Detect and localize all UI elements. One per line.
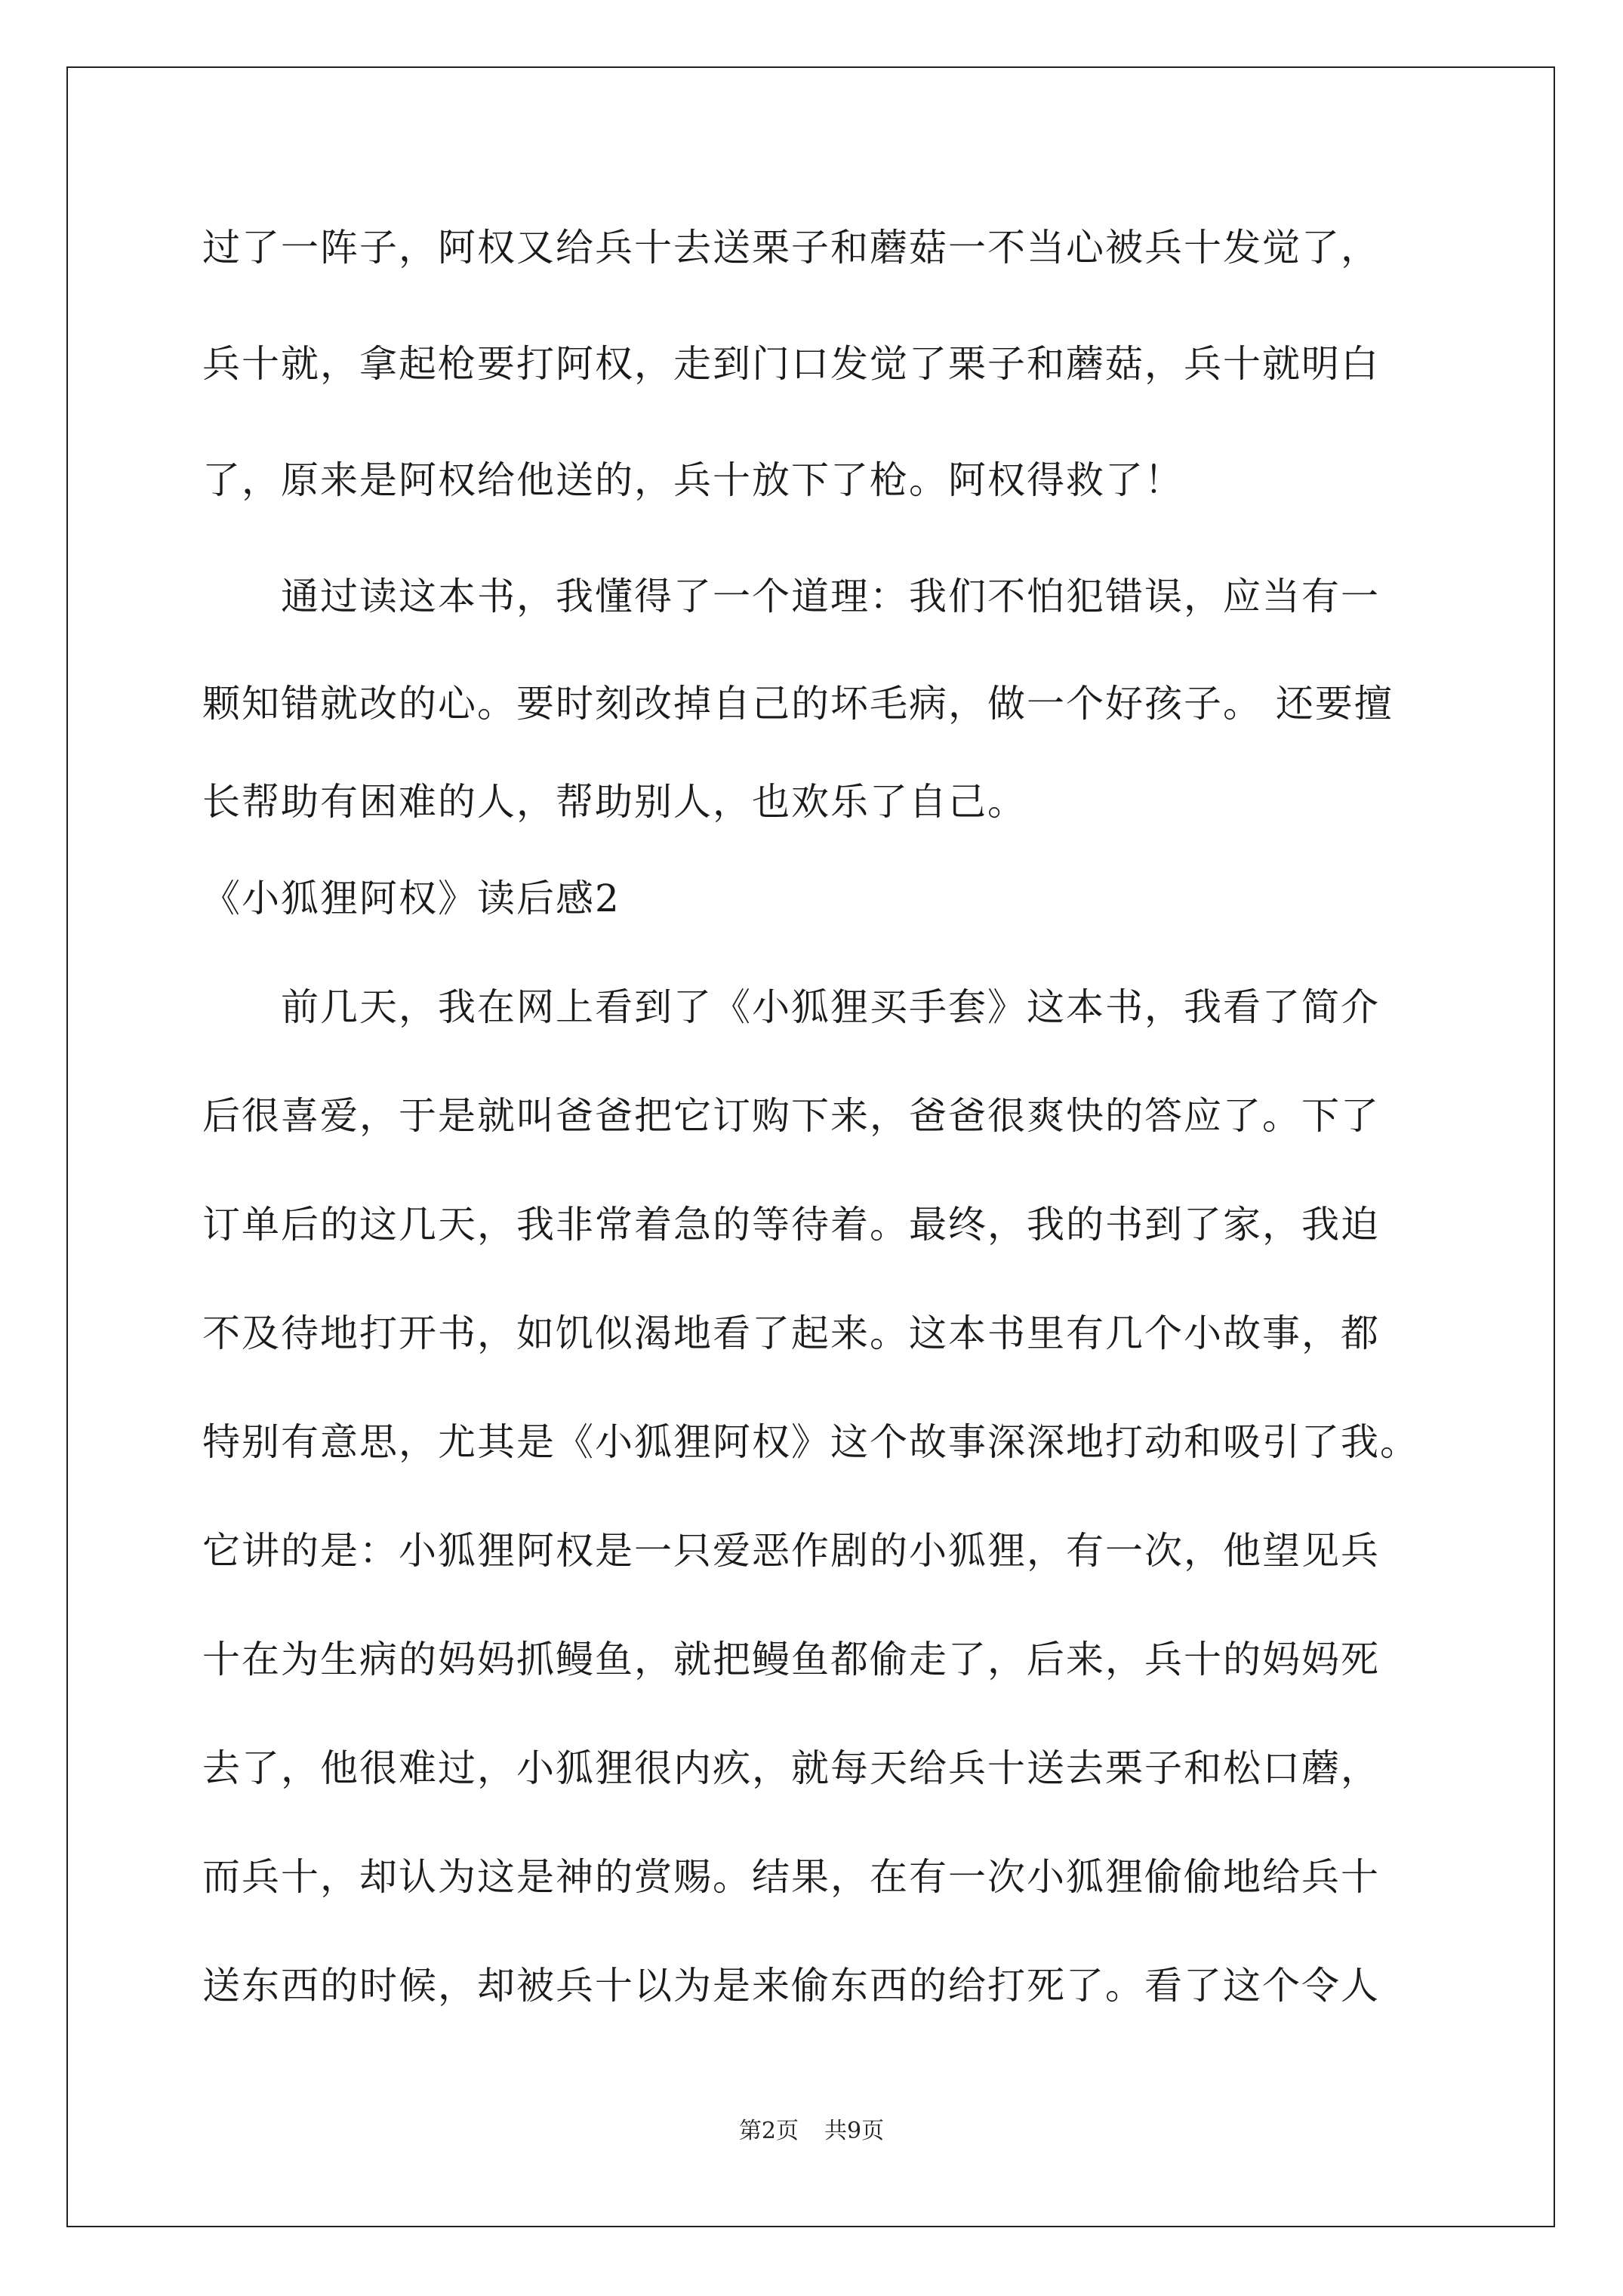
text-line-8: 前几天，我在网上看到了《小狐狸买手套》这本书，我看了简介 [202, 985, 1380, 1029]
text-line-11: 不及待地打开书，如饥似渴地看了起来。这本书里有几个小故事，都 [202, 1311, 1380, 1355]
text-line-9: 后很喜爱，于是就叫爸爸把它订购下来，爸爸很爽快的答应了。下了 [202, 1094, 1380, 1138]
page-border [66, 66, 1555, 2227]
page-number-current: 第2页 [738, 2118, 799, 2144]
text-line-10: 订单后的这几天，我非常着急的等待着。最终，我的书到了家，我迫 [202, 1203, 1380, 1247]
text-line-1: 过了一阵子，阿权又给兵十去送栗子和蘑菇一不当心被兵十发觉了， [202, 226, 1380, 270]
text-line-14: 十在为生病的妈妈抓鳗鱼，就把鳗鱼都偷走了，后来，兵十的妈妈死 [202, 1638, 1380, 1681]
text-line-12: 特别有意思，尤其是《小狐狸阿权》这个故事深深地打动和吸引了我。 [202, 1420, 1419, 1464]
page-footer [0, 2118, 1623, 2145]
section-heading: 《小狐狸阿权》读后感2 [202, 877, 621, 920]
text-line-3: 了，原来是阿权给他送的，兵十放下了枪。阿权得救了！ [202, 458, 1184, 502]
text-line-5: 颗知错就改的心。要时刻改掉自己的坏毛病，做一个好孩子。 还要擅 [202, 682, 1394, 726]
text-line-15: 去了，他很难过，小狐狸很内疚，就每天给兵十送去栗子和松口蘑， [202, 1746, 1380, 1790]
text-line-6: 长帮助有困难的人，帮助别人，也欢乐了自己。 [202, 780, 1027, 824]
text-line-2: 兵十就，拿起枪要打阿权，走到门口发觉了栗子和蘑菇，兵十就明白 [202, 342, 1380, 386]
page-number-total: 共9页 [824, 2118, 885, 2144]
text-line-16: 而兵十，却认为这是神的赏赐。结果，在有一次小狐狸偷偷地给兵十 [202, 1855, 1380, 1899]
text-line-4: 通过读这本书，我懂得了一个道理：我们不怕犯错误，应当有一 [202, 575, 1380, 618]
text-line-17: 送东西的时候，却被兵十以为是来偷东西的给打死了。看了这个令人 [202, 1964, 1380, 2008]
text-line-13: 它讲的是：小狐狸阿权是一只爱恶作剧的小狐狸，有一次，他望见兵 [202, 1529, 1380, 1573]
